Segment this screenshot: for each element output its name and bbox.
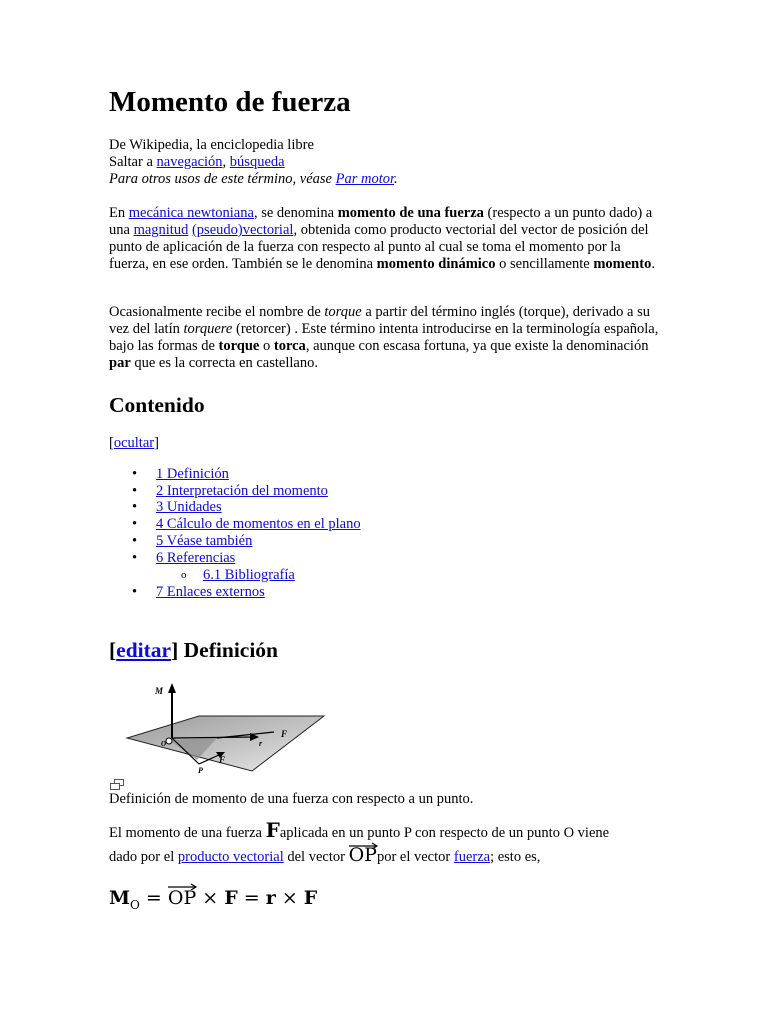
- edit-section-link[interactable]: editar: [116, 638, 172, 662]
- moment-formula: $M_O$ = OP × F = r × F: [109, 886, 317, 917]
- mecanica-newtoniana-link[interactable]: mecánica newtoniana: [128, 205, 254, 221]
- page-title: Momento de fuerza: [109, 86, 351, 118]
- producto-vectorial-link[interactable]: producto vectorial: [177, 849, 284, 865]
- intro-paragraph: En mecánica newtoniana, se denomina momento de una fuerza (respecto a un punto dado) a una magnitud (pseudo)vectorial, obtenida como producto vectorial del vector de posición del punto de aplicación de la fuerza con respecto al punto al cual se toma el momento por la fuerza, en ese orden. También se le denomina momento dinámico o sencillamente momento.: [109, 205, 655, 272]
- navigation-link[interactable]: navegación: [156, 154, 223, 170]
- label-F-upper: F: [281, 729, 288, 739]
- origin-point: [166, 738, 172, 744]
- hatnote: Para otros usos de este término, véase Par motor.: [109, 171, 398, 187]
- vector-arrow-icon: [168, 882, 198, 890]
- torque-paragraph: Ocasionalmente recibe el nombre de torque a partir del término inglés (torque), derivado a su vez del latín torquere (retorcer) . Este término intenta introducirse en la terminología española, bajo las formas de torque o torca, aunque con escasa fortuna, ya que existe la denominación par que es la correcta en castellano.: [109, 304, 659, 371]
- site-subtitle: De Wikipedia, la enciclopedia libre: [109, 137, 314, 153]
- label-P: P: [198, 766, 203, 775]
- moment-arrowhead: [168, 683, 176, 693]
- toc-item: • 6 Referencias: [132, 550, 236, 566]
- toc-toggle: [ocultar]: [109, 435, 159, 451]
- label-r: r: [259, 739, 263, 748]
- fuerza-link[interactable]: fuerza: [453, 849, 491, 865]
- toc-item: • 3 Unidades: [132, 499, 222, 515]
- toc-item: • 7 Enlaces externos: [132, 584, 265, 600]
- definition-line-2: dado por el producto vectorial del vector OPpor el vector fuerza; esto es,: [109, 849, 540, 866]
- label-M: M: [155, 686, 164, 696]
- moment-diagram: [109, 680, 339, 776]
- math-F: F: [265, 818, 280, 842]
- par-motor-link[interactable]: Par motor: [335, 171, 395, 187]
- enlarge-icon[interactable]: [110, 779, 124, 790]
- contents-heading: Contenido: [109, 393, 205, 417]
- label-F-lower: F: [219, 755, 226, 765]
- vector-arrow-icon: [349, 841, 379, 849]
- math-OP-vector: OP: [349, 850, 377, 860]
- toc-item: • 5 Véase también: [132, 533, 253, 549]
- jump-links: Saltar a navegación, búsqueda: [109, 154, 285, 170]
- toc-item: • 1 Definición: [132, 466, 229, 482]
- label-O: O: [161, 740, 167, 748]
- formula-OP-vector: OP: [168, 886, 196, 910]
- section-heading-definicion: [editar] Definición: [109, 638, 279, 662]
- plane-shape: [127, 716, 324, 771]
- figure-caption: Definición de momento de una fuerza con respecto a un punto.: [109, 791, 474, 807]
- toc-subitem: o 6.1 Bibliografía: [181, 567, 295, 583]
- search-link[interactable]: búsqueda: [229, 154, 285, 170]
- toc-item: • 4 Cálculo de momentos en el plano: [132, 516, 361, 532]
- magnitud-link[interactable]: magnitud: [133, 222, 189, 238]
- hide-toc-link[interactable]: ocultar: [113, 435, 155, 451]
- pseudovectorial-link[interactable]: (pseudo)vectorial: [191, 222, 294, 238]
- definition-line-1: El momento de una fuerza Faplicada en un punto P con respecto de un punto O viene: [109, 818, 610, 842]
- toc-item: • 2 Interpretación del momento: [132, 483, 328, 499]
